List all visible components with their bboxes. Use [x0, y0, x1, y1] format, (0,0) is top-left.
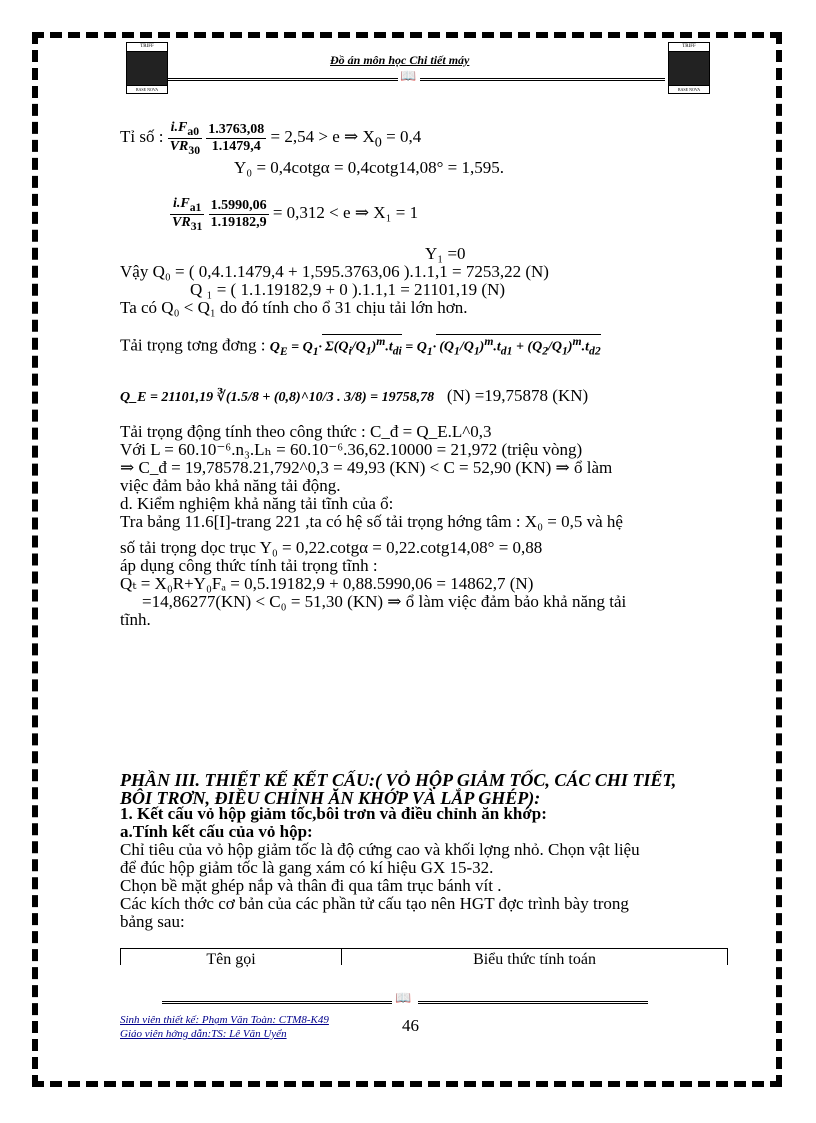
teacher-credit: Giáo viên hớng dẫn:TS: Lê Văn Uyển	[120, 1028, 287, 1040]
static-formula-intro: áp dụng công thức tính tải trọng tĩnh :	[120, 556, 378, 575]
logo-top-text: TRIFF	[669, 43, 709, 52]
equivalent-load-label: Tải trọng tơng đơng :	[120, 335, 266, 355]
ratio-fraction-1: $\frac{i.F_{a0}}{VR_{30}}$	[169, 120, 201, 157]
table-ref-line: Tra bảng 11.6[I]-trang 221 ,ta có hệ số tải trọng hớng tâm : X₀ = 0,5 và hệ	[120, 512, 623, 531]
ratio-result-2: = 0,312 < e ⇒ X₁ = 1	[272, 203, 419, 223]
ratio-num-2: 1.5990,06	[210, 197, 267, 213]
footer-rule-right	[418, 1001, 648, 1004]
q1-line: Q ₁ = ( 1.1.19182,9 + 0 ).1.1,1 = 21101,19 (N)	[190, 280, 506, 299]
static-ok-line-2: tĩnh.	[120, 610, 151, 629]
ratio-line-1: Tỉ số : $\frac{i.F_{a0}}{VR_{30}}$ $\frac{1.3763,08}{1.1479,4}$ = 2,54 > e ⇒ $X_0 = 0,4$	[120, 120, 422, 157]
section-title-line-2: BÔI TRƠN, ĐIỀU CHỈNH ĂN KHỚP VÀ LẮP GHÉP):	[120, 788, 541, 808]
ratio-result-1: = 2,54 > e ⇒ X	[270, 127, 375, 147]
paragraph-line-2: để đúc hộp giảm tốc là gang xám có kí hiệu GX 15-32.	[120, 858, 494, 877]
ratio-den-1: 1.1479,4	[211, 138, 261, 154]
cd-line: ⇒ C_đ = 19,78578.21,792^0,3 = 49,93 (KN) < C = 52,90 (KN) ⇒ ổ làm	[120, 458, 613, 477]
paragraph-line-3: Chọn bề mặt ghép nắp và thân đi qua tâm trục bánh vít .	[120, 876, 502, 895]
q0-line: Vậy Q₀ = ( 0,4.1.1479,4 + 1,595.3763,06 ).1.1,1 = 7253,22 (N)	[120, 262, 549, 281]
paragraph-line-5: bảng sau:	[120, 912, 185, 931]
paragraph-line-4: Các kích thớc cơ bản của các phần tử cấu tạo nên HGT đợc trình bày trong	[120, 894, 629, 913]
footer-rule-left	[162, 1001, 392, 1004]
static-check-heading: d. Kiểm nghiệm khả năng tải tĩnh của ổ:	[120, 494, 394, 513]
qe-tail: (N) =19,75878 (KN)	[446, 386, 589, 405]
ratio-den-2: 1.19182,9	[210, 214, 267, 230]
header-rule-left	[168, 78, 398, 81]
table-header-name: Tên gọi	[121, 949, 342, 965]
right-logo	[668, 42, 710, 94]
dynamic-load-line: Tải trọng động tính theo công thức : C_đ = Q_E.L^0,3	[120, 422, 492, 441]
dynamic-ok-line: việc đảm bảo khả năng tải động.	[120, 476, 341, 495]
static-ok-line: =14,86277(KN) < C₀ = 51,30 (KN) ⇒ ổ làm việc đảm bảo khả năng tải	[142, 592, 627, 611]
y1-line: Y₁ =0	[425, 244, 466, 263]
compare-line: Ta có Q₀ < Q₁ do đó tính cho ổ 31 chịu tải lớn hơn.	[120, 298, 468, 317]
section-title-line-1: PHẦN III. THIẾT KẾ KẾT CẤU:( VỎ HỘP GIẢM TỐC, CÁC CHI TIẾT,	[120, 770, 677, 790]
axial-coef-line: số tải trọng dọc trục Y₀ = 0,22.cotgα = 0,22.cotg14,08° = 0,88	[120, 538, 543, 557]
x0-value: = 0,4	[386, 127, 422, 147]
ratio-fraction-2: $\frac{i.F_{a1}}{VR_{31}}$	[172, 196, 203, 233]
paragraph-line-1: Chỉ tiêu của vỏ hộp giảm tốc là độ cứng cao và khối lợng nhỏ. Chọn vật liệu	[120, 840, 640, 859]
life-line: Với L = 60.10⁻⁶.n₃.Lₕ = 60.10⁻⁶.36,62.10000 = 21,972 (triệu vòng)	[120, 440, 583, 459]
logo-bottom-text: BASE NOVA	[669, 85, 709, 93]
header-title: Đồ án môn học Chi tiết máy	[330, 53, 470, 67]
ratio-num-1: 1.3763,08	[208, 121, 265, 137]
logo-top-text: TRIFF	[127, 43, 167, 52]
ratio-values-1	[206, 122, 266, 155]
left-logo	[126, 42, 168, 94]
logo-bottom-text: BASE NOVA	[127, 85, 167, 93]
ratio-prefix: Tỉ số :	[120, 127, 164, 147]
page-number: 46	[402, 1016, 419, 1035]
qt-line: Qₜ = X₀R+Y₀Fₐ = 0,5.19182,9 + 0,88.5990,06 = 14862,7 (N)	[120, 574, 534, 593]
subsection-1: 1. Kết cấu vỏ hộp giảm tốc,bôi trơn và điều chỉnh ăn khớp:	[120, 804, 547, 823]
equivalent-load-formula: $Q_E = Q_1\cdot \Sigma(Q_i/Q_1)^m.t_{di} = Q_1\cdot (Q_1/Q_1)^m.t_{d1} + (Q_2/Q_1)^m.t_{d2}$	[269, 335, 601, 358]
ratio-values-2	[209, 198, 269, 231]
qe-result-line	[120, 386, 588, 406]
subsection-a: a.Tính kết cấu của vỏ hộp:	[120, 822, 313, 841]
equivalent-load-line	[120, 334, 601, 357]
header-rule-right	[420, 78, 665, 81]
table-header-expression: Biểu thức tính toán	[473, 951, 596, 968]
dimension-table	[120, 948, 728, 968]
ratio-line-2	[170, 196, 418, 233]
y0-line: Y₀ = 0,4cotgα = 0,4cotg14,08° = 1,595.	[234, 158, 504, 177]
student-credit: Sinh viên thiết kế: Phạm Văn Toàn: CTM8-K49	[120, 1014, 329, 1026]
book-icon: 📖	[400, 68, 417, 83]
qe-formula: Q_E = 21101,19 ∛(1.5/8 + (0,8)^10/3 . 3/8) = 19758,78	[120, 390, 435, 405]
book-icon: 📖	[395, 990, 412, 1005]
